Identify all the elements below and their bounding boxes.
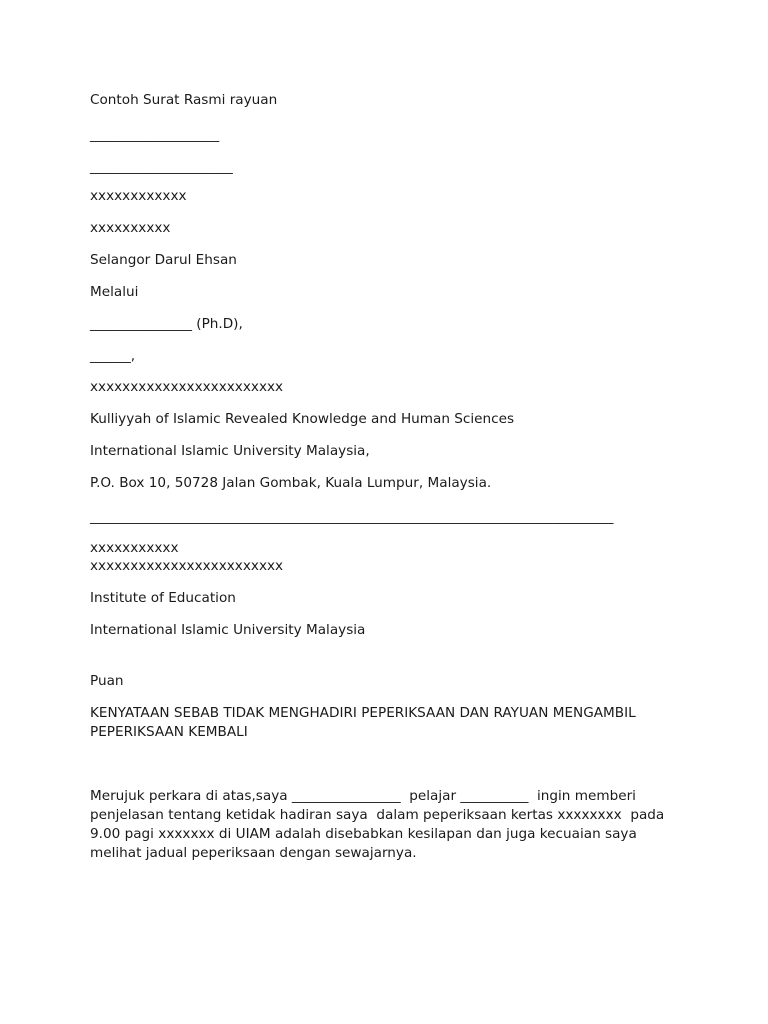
- recipient-institute: Institute of Education: [90, 590, 236, 606]
- subject-heading: KENYATAAN SEBAB TIDAK MENGHADIRI PEPERIKSAAN DAN RAYUAN MENGAMBIL PEPERIKSAAN KEMBALI: [90, 705, 636, 740]
- via-department: xxxxxxxxxxxxxxxxxxxxxxxx: [90, 379, 284, 395]
- letter-heading: Contoh Surat Rasmi rayuan: [90, 92, 278, 108]
- sender-address-line: xxxxxxxxxxxx: [90, 188, 187, 204]
- body-paragraph-line: 9.00 pagi xxxxxxx di UIAM adalah disebabkan kesilapan dan juga kecuaian saya: [90, 826, 637, 842]
- via-faculty: Kulliyyah of Islamic Revealed Knowledge and Human Sciences: [90, 411, 515, 427]
- blank-line: _____________________: [90, 159, 233, 175]
- via-title: ______,: [90, 348, 136, 364]
- body-paragraph-line: Merujuk perkara di atas,saya ________________ pelajar __________ ingin memberi: [90, 788, 636, 804]
- via-name: _______________ (Ph.D),: [90, 316, 243, 332]
- via-label: Melalui: [90, 284, 139, 300]
- separator-line: _____________________________________________________________________________: [90, 509, 614, 525]
- blank-line: ___________________: [90, 127, 220, 143]
- via-address: P.O. Box 10, 50728 Jalan Gombak, Kuala Lumpur, Malaysia.: [90, 475, 492, 491]
- body-paragraph-line: melihat jadual peperiksaan dengan sewajarnya.: [90, 845, 417, 861]
- recipient-university: International Islamic University Malaysia: [90, 622, 366, 638]
- sender-state: Selangor Darul Ehsan: [90, 252, 237, 268]
- sender-address-line: xxxxxxxxxx: [90, 220, 171, 236]
- via-university: International Islamic University Malaysia,: [90, 443, 370, 459]
- salutation: Puan: [90, 673, 124, 689]
- body-paragraph-line: penjelasan tentang ketidak hadiran saya dalam peperiksaan kertas xxxxxxxx pada: [90, 807, 665, 823]
- recipient-line: xxxxxxxxxxx: [90, 540, 179, 556]
- recipient-line: xxxxxxxxxxxxxxxxxxxxxxxx: [90, 558, 284, 574]
